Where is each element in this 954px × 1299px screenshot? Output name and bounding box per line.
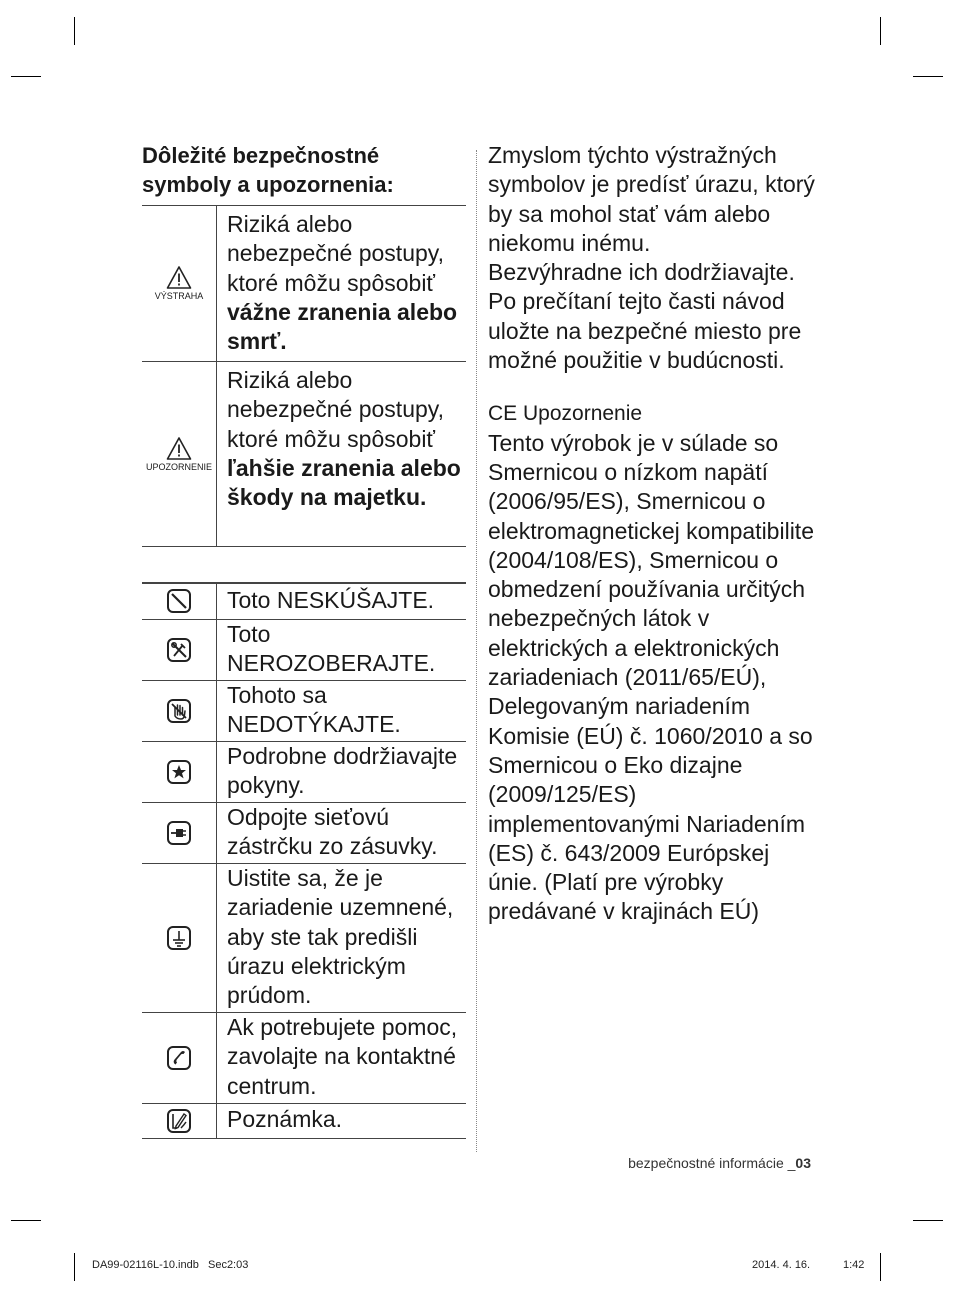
- column-divider: [476, 150, 477, 1152]
- symbol-row: [142, 1013, 466, 1104]
- symbol-text: Toto NESKÚŠAJTE.: [227, 587, 435, 613]
- caution-row: [142, 362, 466, 547]
- intro-paragraph: Zmyslom týchto výstražných symbolov je predísť úrazu, ktorý by sa mohol stať vám alebo niekomu inému.: [488, 142, 815, 256]
- symbol-row: [142, 742, 466, 803]
- symbol-row: [142, 582, 466, 620]
- warning-row: [142, 205, 466, 362]
- note-icon: [166, 1108, 192, 1134]
- symbol-icon-cell: [142, 864, 217, 1012]
- footer-section: bezpečnostné informácie _: [628, 1155, 796, 1171]
- crop-mark: [913, 1220, 943, 1221]
- page-footer: [628, 1155, 811, 1171]
- symbol-text: Poznámka.: [227, 1106, 343, 1132]
- symbol-row: [142, 1104, 466, 1139]
- symbol-row: [142, 803, 466, 864]
- print-time: 1:42: [843, 1259, 865, 1271]
- crop-mark: [11, 1220, 41, 1221]
- caution-text-plain: Riziká alebo nebezpečné postupy, ktoré môžu spôsobiť: [227, 367, 444, 452]
- caution-text-bold: ľahšie zranenia alebo škody na majetku.: [227, 454, 461, 511]
- follow-instructions-icon: [166, 759, 192, 785]
- phone-icon: [166, 1045, 192, 1071]
- symbol-text: Ak potrebujete pomoc, zavolajte na kontaktné centrum.: [227, 1014, 458, 1099]
- symbol-text: Podrobne dodržiavajte pokyny.: [227, 743, 458, 799]
- symbol-icon-cell: [142, 681, 217, 741]
- symbol-icon-cell: [142, 803, 217, 863]
- warning-caption: VÝSTRAHA: [154, 291, 204, 301]
- print-date: 2014. 4. 16.: [752, 1259, 811, 1271]
- no-disassembly-icon: [166, 637, 192, 663]
- caution-triangle-icon: [166, 436, 192, 462]
- crop-mark: [74, 1253, 75, 1281]
- caution-icon-cell: [142, 362, 217, 546]
- symbol-text: Tohoto sa NEDOTÝKAJTE.: [227, 682, 401, 738]
- crop-mark: [74, 17, 75, 45]
- warning-icon-cell: [142, 206, 217, 361]
- symbol-icon-cell: [142, 583, 217, 619]
- symbol-text: Uistite sa, že je zariadenie uzemnené, aby ste tak predišli úrazu elektrickým prúdom.: [227, 865, 454, 1009]
- symbol-text: Toto NEROZOBERAJTE.: [227, 621, 436, 677]
- crop-mark: [880, 1253, 881, 1281]
- right-column: [488, 141, 818, 927]
- ce-body: Tento výrobok je v súlade so Smernicou o nízkom napätí (2006/95/ES), Smernicou o elektromagnetickej kompatibilite (2004/108/ES), Smernicou o obmedzení používania určitých nebezpečných látok v elektrických a elektronických zariadeniach (2011/65/EÚ), Delegovaným nariadením Komisie (EÚ) č. 1060/2010 a so Smernicou o Eko dizajne (2009/125/ES) implementovanými Nariadením (ES) č. 643/2009 Európskej únie. (Platí pre výrobky predávané v krajinách EÚ): [488, 429, 814, 925]
- ce-title: CE Upozornenie: [488, 402, 643, 426]
- symbol-text: Odpojte sieťovú zástrčku zo zásuvky.: [227, 804, 438, 860]
- symbol-icon-cell: [142, 742, 217, 802]
- symbol-row: [142, 681, 466, 742]
- intro-paragraph: Bezvýhradne ich dodržiavajte.: [488, 259, 795, 286]
- page-number: 03: [795, 1155, 811, 1171]
- symbol-icon-cell: [142, 1013, 217, 1103]
- crop-mark: [913, 76, 943, 77]
- warning-triangle-icon: [166, 265, 192, 291]
- table-spacer: [142, 547, 466, 584]
- symbol-row: [142, 620, 466, 681]
- symbols-table: [142, 582, 466, 1139]
- caution-caption: UPOZORNENIE: [145, 461, 212, 472]
- warning-table: [142, 205, 466, 584]
- symbol-icon-cell: [142, 620, 217, 680]
- symbol-icon-cell: [142, 1104, 217, 1138]
- caution-text: [217, 362, 466, 546]
- crop-mark: [11, 76, 41, 77]
- warning-text-plain: Riziká alebo nebezpečné postupy, ktoré môžu spôsobiť: [227, 211, 444, 296]
- prohibited-icon: [166, 588, 192, 614]
- unplug-icon: [166, 820, 192, 846]
- symbol-row: [142, 864, 466, 1013]
- section-heading: Dôležité bezpečnostné symboly a upozornenia:: [142, 143, 394, 197]
- intro-paragraph: Po prečítaní tejto časti návod uložte na bezpečné miesto pre možné použitie v budúcnosti.: [488, 288, 802, 374]
- ground-icon: [166, 925, 192, 951]
- print-file: DA99-02116L-10.indb Sec2:03: [92, 1259, 249, 1271]
- warning-text-bold: vážne zranenia alebo smrť.: [227, 298, 458, 355]
- no-touch-icon: [166, 698, 192, 724]
- warning-text: [217, 206, 466, 361]
- crop-mark: [880, 17, 881, 45]
